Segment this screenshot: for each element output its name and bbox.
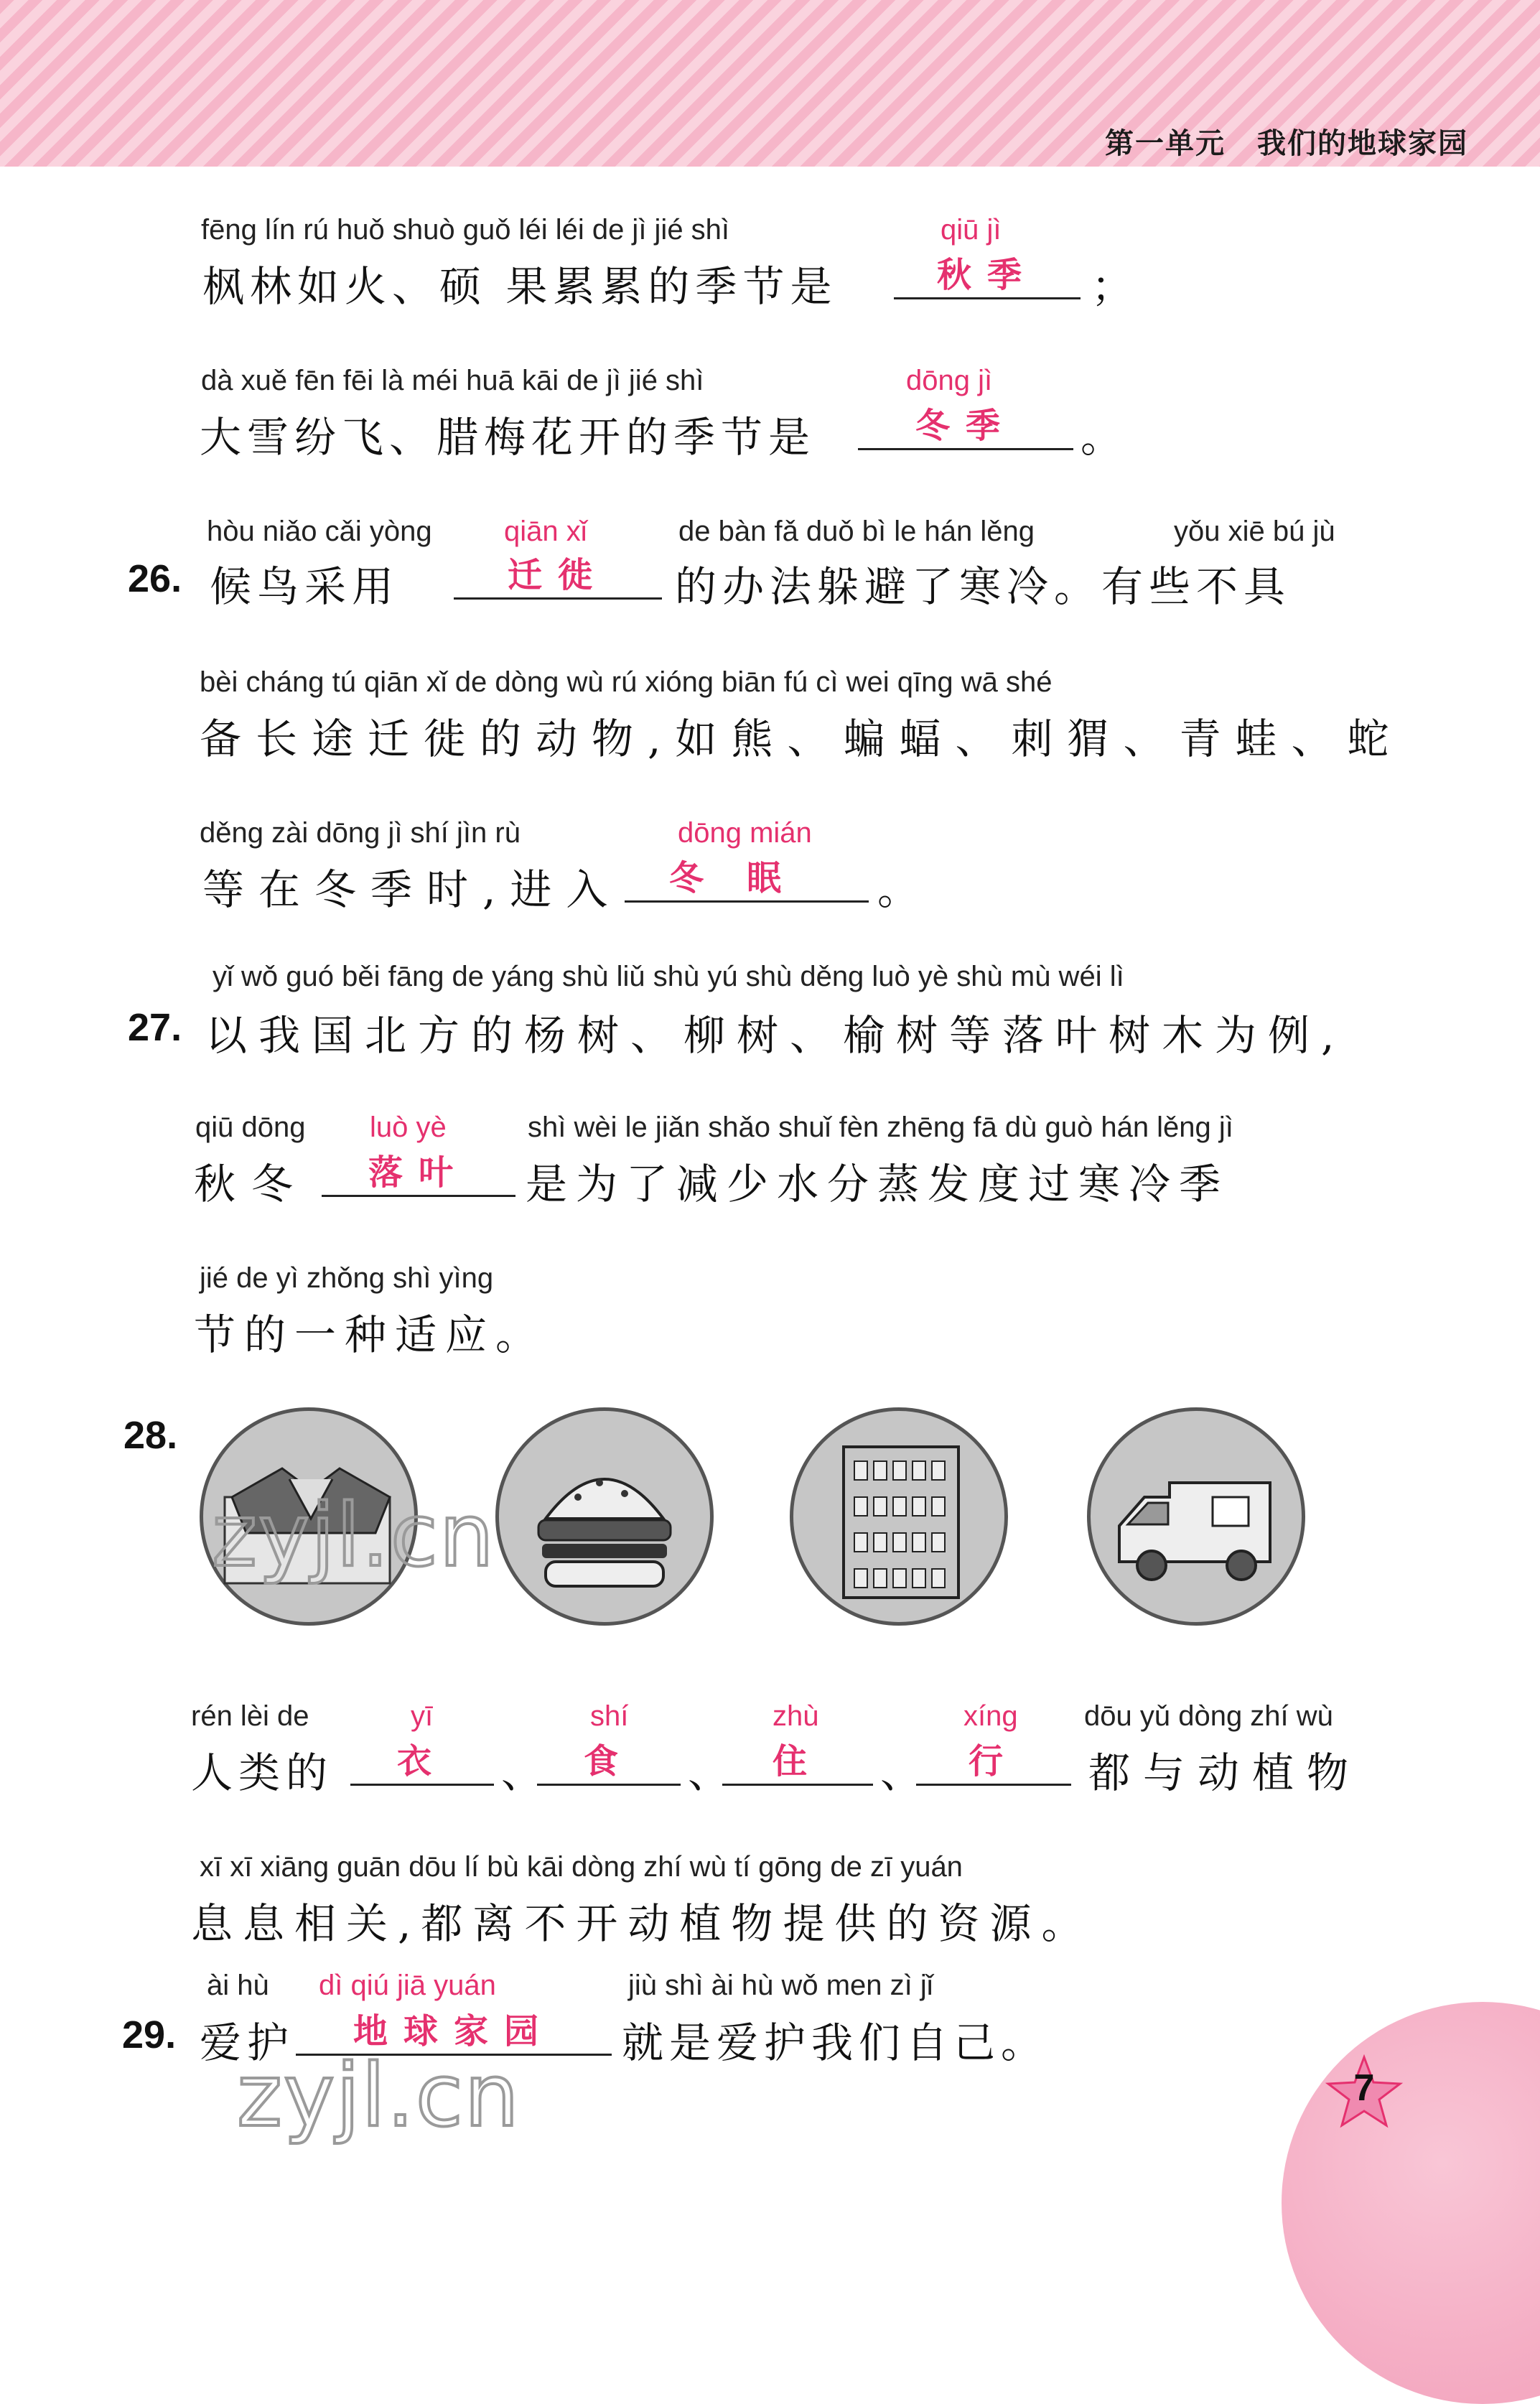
answer-blank: 衣 — [350, 1739, 494, 1786]
page-header — [0, 0, 1540, 167]
pinyin-line: jiù shì ài hù wǒ men zì jǐ — [628, 1970, 933, 2001]
text-line: 备长途迁徙的动物,如熊、蝙蝠、刺猬、青蛙、蛇 — [200, 714, 1404, 763]
pinyin-line: xī xī xiāng guān dōu lí bù kāi dòng zhí wù tí gōng de zī yuán — [200, 1851, 963, 1883]
pinyin-line: bèi cháng tú qiān xǐ de dòng wù rú xióng biān fú cì wei qīng wā shé — [200, 666, 1053, 698]
answer-blank: 迁徙 — [454, 553, 662, 600]
corner-decoration — [1282, 2002, 1540, 2404]
unit-name: 我们的地球家园 — [1257, 127, 1468, 160]
text-line: 以我国北方的杨树、柳树、榆树等落叶树木为例, — [205, 1011, 1346, 1060]
text-line: 秋冬 — [194, 1160, 309, 1208]
punctuation: 。 — [877, 865, 925, 914]
page-number-star — [1325, 2054, 1404, 2133]
question-number: 27. — [128, 1006, 182, 1049]
pinyin-line: shì wèi le jiǎn shǎo shuǐ fèn zhēng fā dù guò hán lěng jì — [528, 1112, 1233, 1143]
text-line: 节的一种适应。 — [194, 1310, 546, 1359]
answer-pinyin: yī — [411, 1700, 434, 1732]
answer-pinyin: qiān xǐ — [504, 516, 587, 547]
text-line: 就是爱护我们自己。 — [622, 2018, 1049, 2067]
pinyin-line: děng zài dōng jì shí jìn rù — [200, 817, 521, 849]
punctuation: ； — [1091, 262, 1139, 311]
pinyin-line: dà xuě fēn fēi là méi huā kāi de jì jié shì — [201, 365, 704, 396]
answer-blank: 冬眠 — [625, 856, 869, 903]
pinyin-line: de bàn fǎ duǒ bì le hán lěng — [678, 516, 1035, 547]
answer-pinyin: luò yè — [370, 1112, 447, 1143]
answer-blank: 落叶 — [322, 1150, 515, 1197]
answer-pinyin: dì qiú jiā yuán — [319, 1970, 496, 2001]
page-number: 7 — [1353, 2067, 1375, 2109]
text-line: 息息相关,都离不开动植物提供的资源。 — [191, 1899, 1093, 1948]
pinyin-line: ài hù — [207, 1970, 269, 2001]
text-line: 大雪纷飞、腊梅花开的季节是 — [200, 413, 816, 462]
text-line: 的办法躲避了寒冷。有些不具 — [675, 562, 1292, 611]
watermark — [237, 2039, 610, 2168]
punctuation: 、 — [501, 1748, 549, 1797]
pinyin-line: yǒu xiē bú jù — [1174, 516, 1335, 547]
answer-blank: 冬季 — [858, 404, 1073, 450]
pinyin-line: yǐ wǒ guó běi fāng de yáng shù liǔ shù yú shù děng luò yè shù mù wéi lì — [213, 961, 1124, 992]
unit-title — [1105, 121, 1468, 162]
watermark — [212, 1479, 585, 1608]
answer-blank: 住 — [722, 1739, 873, 1786]
answer-pinyin: xíng — [963, 1700, 1018, 1732]
answer-pinyin: qiū jì — [941, 214, 1002, 246]
question-number: 28. — [123, 1414, 178, 1457]
watermark-text: zyjl.cn — [212, 1486, 495, 1586]
punctuation: 。 — [1081, 413, 1129, 462]
text-line: 是为了减少水分蒸发度过寒冷季 — [526, 1160, 1230, 1208]
text-line: 等在冬季时,进入 — [202, 865, 622, 914]
answer-pinyin: zhù — [773, 1700, 819, 1732]
answer-blank: 行 — [916, 1739, 1071, 1786]
building-icon — [790, 1407, 1008, 1626]
question-number: 29. — [122, 2013, 177, 2056]
question-number: 26. — [128, 557, 182, 600]
punctuation: 、 — [880, 1748, 928, 1797]
punctuation: 、 — [688, 1748, 736, 1797]
answer-blank: 食 — [537, 1739, 681, 1786]
text-line: 人类的 — [191, 1748, 334, 1797]
answer-pinyin: shí — [590, 1700, 629, 1732]
text-line: 爱护 — [200, 2018, 295, 2067]
watermark-text: zyjl.cn — [237, 2046, 521, 2146]
pinyin-line: qiū dōng — [195, 1112, 306, 1143]
text-line: 候鸟采用 — [210, 562, 400, 611]
text-line: 都与动植物 — [1088, 1748, 1362, 1797]
pinyin-line: jié de yì zhǒng shì yìng — [200, 1262, 494, 1294]
unit-label: 第一单元 — [1105, 127, 1226, 160]
answer-blank: 秋季 — [894, 253, 1081, 299]
answer-pinyin: dōng mián — [678, 817, 812, 849]
pinyin-line: dōu yǔ dòng zhí wù — [1084, 1700, 1333, 1732]
pinyin-line: fēng lín rú huǒ shuò guǒ léi léi de jì jié shì — [201, 214, 730, 246]
answer-pinyin: dōng jì — [906, 365, 993, 396]
pinyin-line: hòu niǎo cǎi yòng — [207, 516, 432, 547]
text-line: 枫林如火、硕 果累累的季节是 — [202, 262, 838, 311]
pinyin-line: rén lèi de — [191, 1700, 309, 1732]
answer-blank: 地球家园 — [296, 2009, 612, 2056]
van-icon — [1087, 1407, 1305, 1626]
